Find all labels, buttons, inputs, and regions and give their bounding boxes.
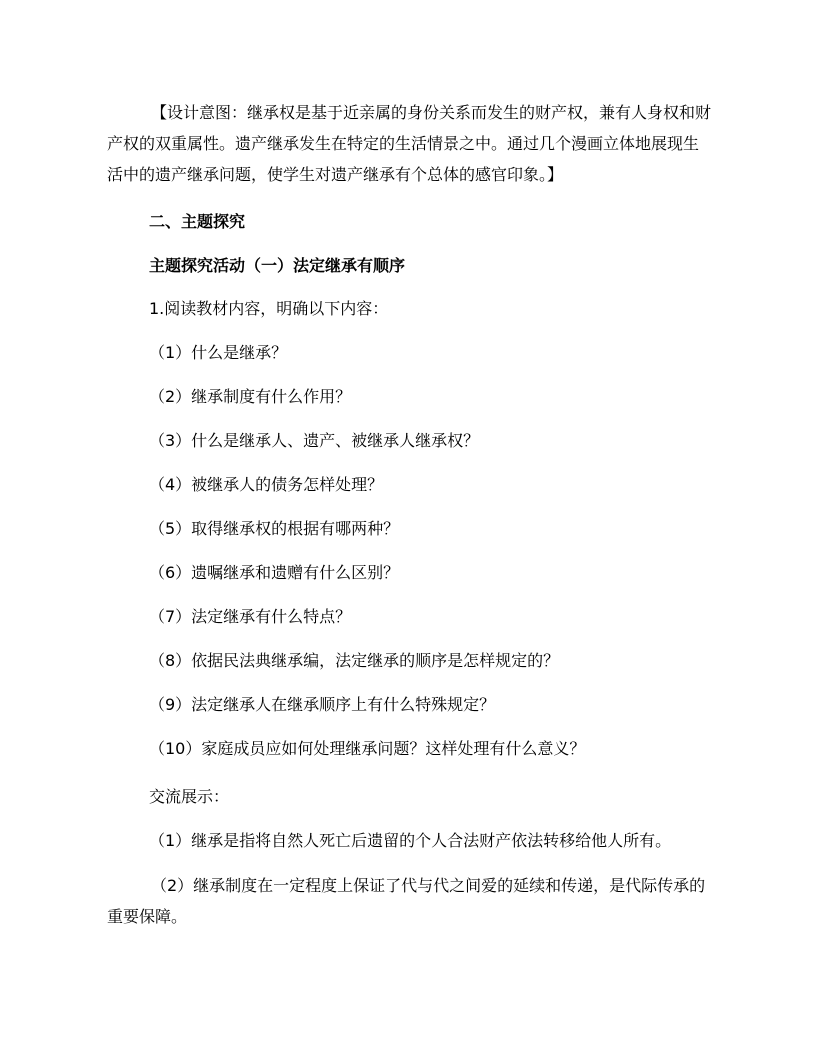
question-item: （4）被继承人的债务怎样处理？ — [149, 475, 384, 494]
question-item: （8）依据民法典继承编，法定继承的顺序是怎样规定的？ — [149, 651, 560, 670]
question-item: （5）取得继承权的根据有哪两种？ — [149, 519, 400, 538]
answer-item: （1）继承是指将自然人死亡后遗留的个人合法财产依法转移给他人所有。 — [149, 831, 672, 850]
answer-item: （2）继承制度在一定程度上保证了代与代之间爱的延续和传递，是代际传承的重要保障。 — [107, 876, 706, 926]
section-heading: 二、主题探究 — [149, 212, 246, 231]
activity-heading: 主题探究活动（一）法定继承有顺序 — [149, 256, 406, 275]
exchange-label: 交流展示： — [149, 787, 230, 806]
question-item: （2）继承制度有什么作用？ — [149, 387, 352, 406]
question-item: （9）法定继承人在继承顺序上有什么特殊规定？ — [149, 695, 496, 714]
question-item: （6）遗嘱继承和遗赠有什么区别？ — [149, 563, 400, 582]
task-intro: 1.阅读教材内容，明确以下内容： — [149, 299, 389, 318]
question-item: （3）什么是继承人、遗产、被继承人继承权？ — [149, 431, 480, 450]
design-intent-paragraph: 【设计意图：继承权是基于近亲属的身份关系而发生的财产权，兼有人身权和财产权的双重属性。遗产继承发生在特定的生活情景之中。通过几个漫画立体地展现生活中的遗产继承问题，使学生对遗产继承有个总体的感官印象。】 — [107, 103, 712, 184]
question-item: （1）什么是继承？ — [149, 343, 288, 362]
question-item: （7）法定继承有什么特点？ — [149, 607, 352, 626]
question-item: （10）家庭成员应如何处理继承问题？这样处理有什么意义？ — [149, 739, 586, 758]
